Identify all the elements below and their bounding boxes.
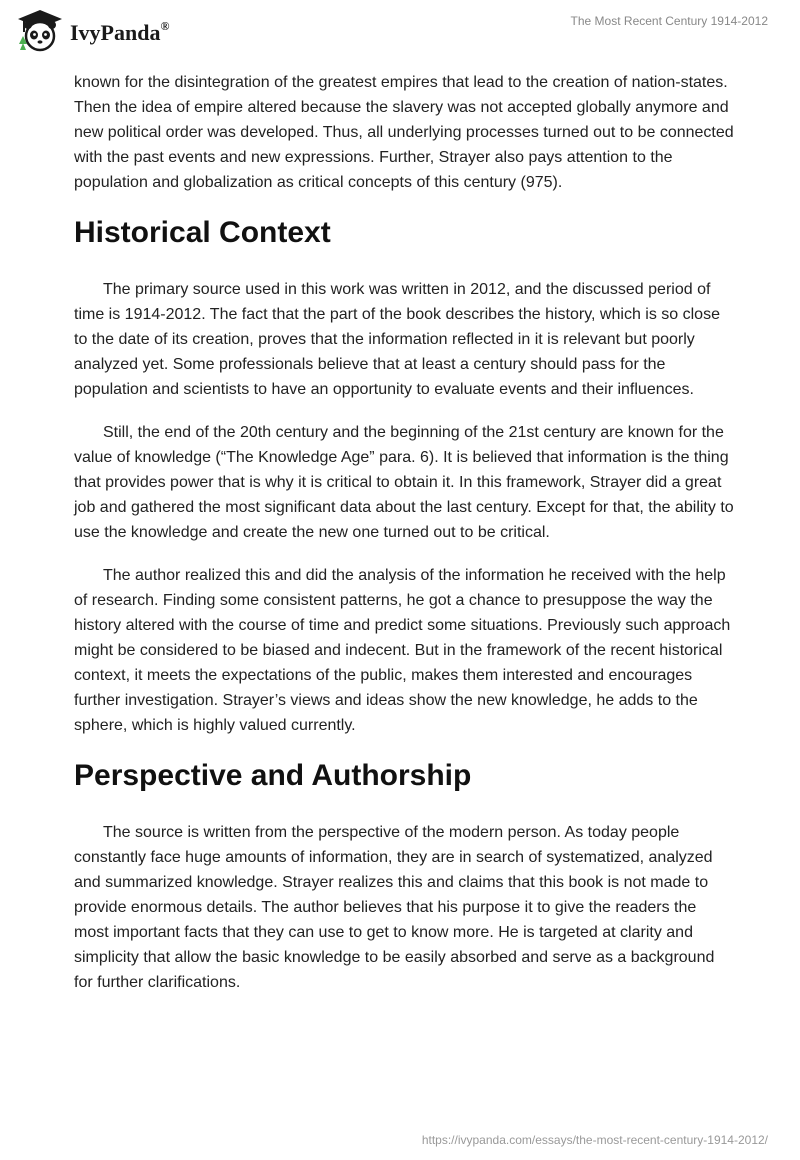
paragraph: The primary source used in this work was written in 2012, and the discussed period of time is 1914-2012. The fact that the part of the book describes the history, which is so close to the date of its creation, proves that the information reflected in it is relevant but poorly analyzed yet. Some professionals believe that at least a century should pass for the population and scientists to have an opportunity to evaluate events and their influences.: [74, 281, 720, 398]
heading-perspective-authorship: Perspective and Authorship: [74, 759, 472, 792]
paragraph: The author realized this and did the analysis of the information he received with the help of research. Finding some consistent patterns, he got a chance to presuppose the way the history altered with the course of time and predict some situations. Previously such approach might be considered to be biased and indecent. But in the framework of the recent historical context, it meets the expectations of the public, makes them interested and encourages further investigation. Strayer’s views and ideas show the new knowledge, he adds to the sphere, which is highly valued currently.: [74, 567, 731, 734]
intro-paragraph: known for the disintegration of the greatest empires that lead to the creation of nation-states. Then the idea of empire altered because the slavery was not accepted globally anymore and new political order was developed. Thus, all underlying processes turned out to be connected with the past events and new expressions. Further, Strayer also pays attention to the population and globalization as critical concepts of this century (975).: [74, 74, 734, 191]
document-title: The Most Recent Century 1914-2012: [570, 14, 768, 28]
logo[interactable]: [16, 8, 169, 54]
panda-graduate-icon: [16, 8, 64, 54]
essay-body: [74, 70, 734, 1013]
source-url-link[interactable]: https://ivypanda.com/essays/the-most-recent-century-1914-2012/: [421, 1133, 768, 1147]
heading-historical-context: Historical Context: [74, 216, 331, 249]
brand-name: IvyPanda®: [70, 18, 170, 45]
paragraph: Still, the end of the 20th century and the beginning of the 21st century are known for the value of knowledge (“The Knowledge Age” para. 6). It is believed that information is the thing that provides power that is why it is critical to obtain it. In this framework, Strayer did a great job and gathered the most significant data about the last century. Except for that, the ability to use the knowledge and create the new one turned out to be critical.: [74, 424, 734, 541]
registered-mark: ®: [160, 18, 170, 33]
paragraph: The source is written from the perspective of the modern person. As today people constantly face huge amounts of information, they are in search of systematized, analyzed and summarized knowledge. Strayer realizes this and claims that this book is not made to provide enormous details. The author believes that his purpose it to give the readers the most important facts that they can use to get to know more. He is targeted at clarity and simplicity that allow the basic knowledge to be easily absorbed and serve as a background for further clarifications.: [74, 824, 715, 991]
page-header: [0, 0, 800, 64]
